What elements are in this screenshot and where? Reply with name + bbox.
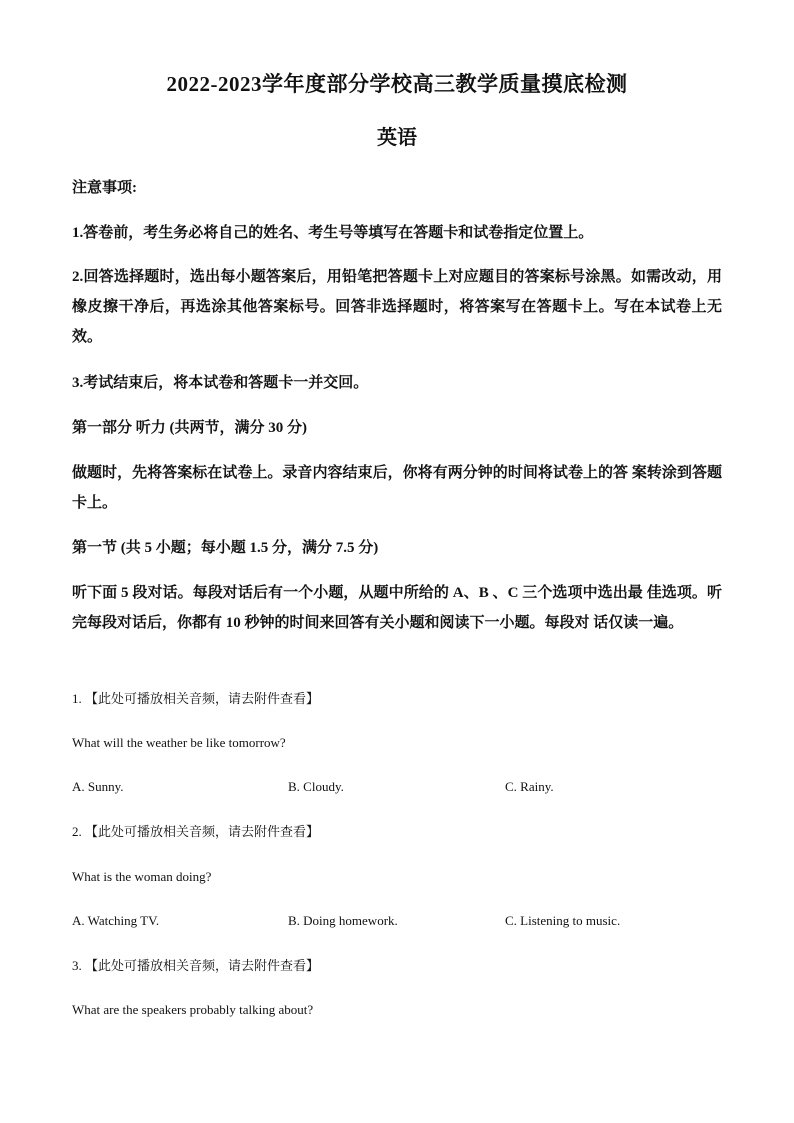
part1-heading: 第一部分 听力 (共两节，满分 30 分) [72, 420, 307, 436]
section1-instructions: 听下面 5 段对话。每段对话后有一个小题，从题中所给的 A、B 、C 三个选项中选出最 佳选项。听完每段对话后，你都有 10 秒钟的时间来回答有关小题和阅读下一小题。每段对 话仅读一遍。 [72, 585, 722, 631]
notes-heading: 注意事项: [72, 180, 137, 196]
subject-title: 英语 [377, 127, 417, 149]
q1-option-b: B. Cloudy. [288, 779, 344, 794]
question-3-text: What are the speakers probably talking about? [72, 1002, 314, 1017]
audio-note-3[interactable]: 3. 【此处可播放相关音频，请去附件查看】 [72, 958, 320, 973]
note-item-3: 3.考试结束后，将本试卷和答题卡一并交回。 [72, 375, 369, 391]
part1-instructions: 做题时，先将答案标在试卷上。录音内容结束后，你将有两分钟的时间将试卷上的答 案转涂到答题卡上。 [72, 465, 722, 511]
q1-option-a: A. Sunny. [72, 779, 124, 794]
audio-note-2[interactable]: 2. 【此处可播放相关音频，请去附件查看】 [72, 824, 320, 839]
q2-option-b: B. Doing homework. [288, 913, 398, 928]
exam-title: 2022-2023学年度部分学校高三教学质量摸底检测 [166, 72, 628, 96]
section1-heading: 第一节 (共 5 小题；每小题 1.5 分，满分 7.5 分) [72, 540, 379, 556]
q2-option-a: A. Watching TV. [72, 913, 160, 928]
note-item-1: 1.答卷前，考生务必将自己的姓名、考生号等填写在答题卡和试卷指定位置上。 [72, 225, 594, 241]
question-1-text: What will the weather be like tomorrow? [72, 735, 286, 750]
question-2-text: What is the woman doing? [72, 869, 212, 884]
audio-note-1[interactable]: 1. 【此处可播放相关音频，请去附件查看】 [72, 691, 320, 706]
q1-option-c: C. Rainy. [505, 779, 554, 794]
q2-option-c: C. Listening to music. [505, 913, 621, 928]
note-item-2: 2.回答选择题时，选出每小题答案后，用铅笔把答题卡上对应题目的答案标号涂黑。如需改动，用橡皮擦干净后，再选涂其他答案标号。回答非选择题时，将答案写在答题卡上。写在本试卷上无效。 [72, 269, 722, 345]
